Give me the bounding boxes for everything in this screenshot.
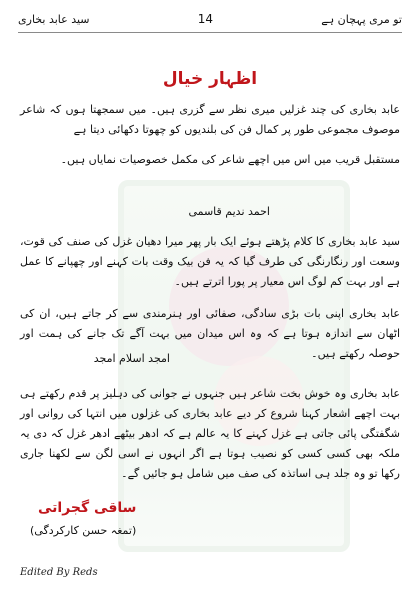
page-header bbox=[18, 8, 402, 30]
footer-credit: Edited By Reds bbox=[20, 567, 98, 578]
header-author: سید عابد بخاری bbox=[18, 12, 90, 26]
signature-saqi-award: (تمغہ حسن کارکردگی) bbox=[30, 524, 137, 537]
page-number: 14 bbox=[197, 12, 214, 26]
header-book-title: تو مری پہچان ہے bbox=[321, 12, 402, 26]
paragraph-2: مستقبل قریب میں اس میں اچھے شاعر کی مکمل خصوصیات نمایاں ہیں۔ bbox=[60, 153, 400, 166]
signature-saqi: ساقی گجراتی bbox=[38, 500, 137, 516]
paragraph-5: عابد بخاری وہ خوش بخت شاعر ہیں جنہوں نے جوانی کی دہلیز پر قدم رکھتے ہی بہت اچھے اشعار کہنا شروع کر دیے عابد بخاری کی غزلوں میں انتہا کی روانی اور شگفتگی پائی جاتی ہے غزل کہنے کا یہ عالم ہے کہ ادھر بیٹھے ادھر غزل کہ دی یہ ملکہ بھی کسی کسی کو نصیب ہوتا ہے اگر انہوں نے اسی لگن سے لکھنا جاری رکھا تو وہ جلد ہی اساتذہ کی صف میں شامل ہو جائیں گے۔ bbox=[20, 387, 400, 480]
header-divider bbox=[18, 32, 402, 33]
paragraph-3: سید عابد بخاری کا کلام پڑھتے ہوئے ایک بار پھر میرا دھیان غزل کی صنف کی قوت، وسعت اور رنگارنگی کی طرف گیا کہ یہ فن بیک وقت بات کہنے اور چھپانے کا عمل ہے اور بہت کم لوگ اس معیار پر پورا اترتے ہیں۔ bbox=[20, 235, 400, 288]
paragraph-4: عابد بخاری اپنی بات بڑی سادگی، صفائی اور ہنرمندی سے کر جاتے ہیں، ان کی اٹھان سے اندازہ ہوتا ہے کہ وہ اس میدان میں بہت آگے تک جانے کی ہمت اور حوصلہ رکھتے ہیں۔ bbox=[20, 307, 400, 360]
signature-qasmi: احمد ندیم قاسمی bbox=[188, 205, 270, 218]
section-title: اظہار خیال bbox=[162, 69, 258, 89]
signature-amjad: امجد اسلام امجد bbox=[93, 352, 170, 365]
paragraph-1: عابد بخاری کی چند غزلیں میری نظر سے گزری ہیں۔ میں سمجھتا ہوں کہ شاعر موصوف مجموعی طور پر کمال فن کی بلندیوں کو چھوتا دکھائی دیتا ہے bbox=[20, 103, 400, 136]
